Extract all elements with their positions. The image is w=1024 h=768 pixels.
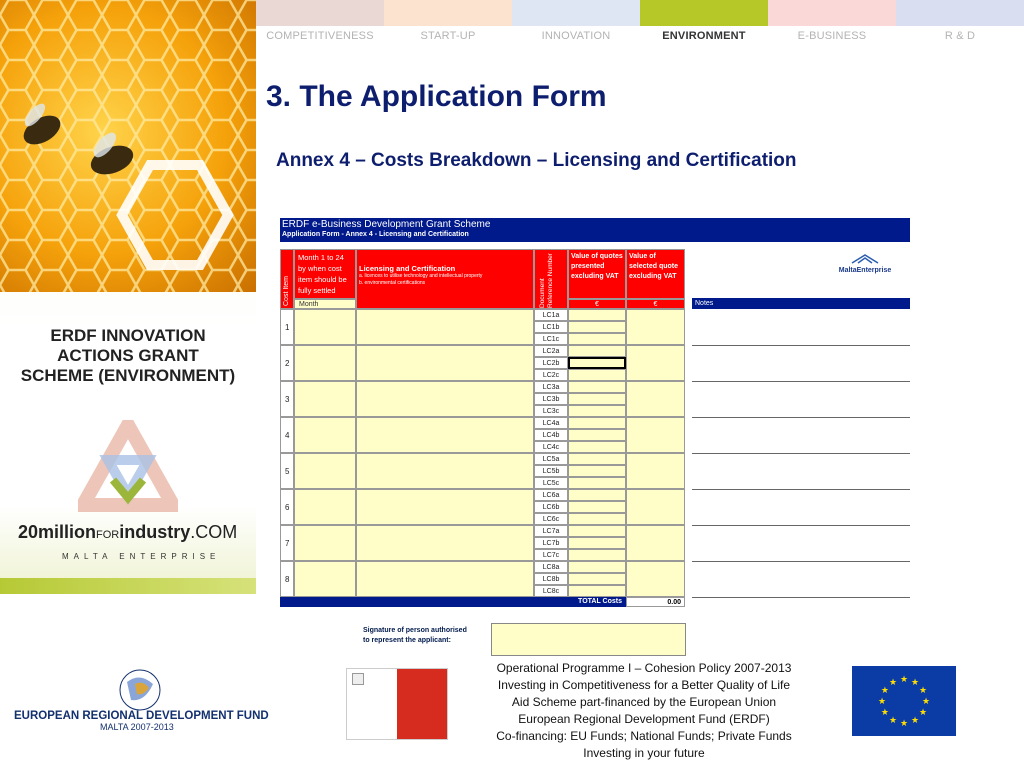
cost-item-number: 8 bbox=[280, 561, 294, 597]
month-field[interactable] bbox=[294, 561, 356, 597]
total-value-text: 0.00 bbox=[667, 599, 681, 606]
licensing-description-field[interactable] bbox=[356, 309, 534, 345]
footer-text bbox=[460, 660, 828, 762]
selected-quote-field[interactable] bbox=[626, 345, 685, 381]
eu-star-icon: ★ bbox=[899, 718, 909, 728]
notes-line[interactable] bbox=[692, 381, 910, 382]
scheme-title bbox=[0, 326, 256, 386]
eu-star-icon: ★ bbox=[910, 715, 920, 726]
licensing-description-field[interactable] bbox=[356, 345, 534, 381]
quote-value-field[interactable] bbox=[568, 525, 626, 537]
page-title: 3. The Application Form bbox=[266, 80, 607, 113]
doc-ref-label: LC8a bbox=[534, 561, 568, 573]
month-field[interactable] bbox=[294, 345, 356, 381]
cost-item-number: 3 bbox=[280, 381, 294, 417]
doc-ref-label: LC7b bbox=[534, 537, 568, 549]
eu-star-icon: ★ bbox=[910, 676, 920, 687]
quotes-header bbox=[568, 249, 626, 299]
month-field[interactable] bbox=[294, 381, 356, 417]
notes-header-label: Notes bbox=[695, 300, 714, 307]
doc-ref-header bbox=[534, 249, 568, 309]
month-field[interactable] bbox=[294, 417, 356, 453]
quote-value-field[interactable] bbox=[568, 465, 626, 477]
quote-value-field[interactable] bbox=[568, 417, 626, 429]
application-form bbox=[280, 218, 910, 606]
sidebar bbox=[0, 0, 256, 594]
cost-item-number: 2 bbox=[280, 345, 294, 381]
doc-ref-label: LC7c bbox=[534, 549, 568, 561]
signature-label bbox=[363, 626, 467, 646]
quotes-currency bbox=[568, 299, 626, 309]
licensing-description-field[interactable] bbox=[356, 453, 534, 489]
nav-item-start-up[interactable]: START-UP bbox=[420, 30, 476, 42]
quote-value-field[interactable] bbox=[568, 501, 626, 513]
quotes-header-label: Value of quotes presented excluding VAT bbox=[571, 253, 623, 280]
quotes-currency-label: € bbox=[595, 301, 599, 308]
quote-value-field[interactable] bbox=[568, 333, 626, 345]
color-strip bbox=[256, 0, 1024, 26]
doc-ref-label: LC8b bbox=[534, 573, 568, 585]
malta-flag-red bbox=[397, 669, 447, 739]
notes-line[interactable] bbox=[692, 561, 910, 562]
nav-item-innovation[interactable]: INNOVATION bbox=[541, 30, 611, 42]
eu-star-icon: ★ bbox=[921, 696, 931, 706]
selected-quote-field[interactable] bbox=[626, 489, 685, 525]
quote-value-field[interactable] bbox=[568, 393, 626, 405]
top-nav bbox=[256, 30, 1024, 50]
total-value bbox=[626, 597, 685, 607]
quote-value-field[interactable] bbox=[568, 513, 626, 525]
20million-logo bbox=[18, 522, 237, 543]
licensing-description-field[interactable] bbox=[356, 561, 534, 597]
strip-segment-2 bbox=[384, 0, 512, 26]
month-header bbox=[294, 249, 356, 299]
eu-flag bbox=[852, 666, 956, 736]
logo-text-industry: industry bbox=[119, 522, 191, 542]
form-heading-subtitle: Application Form - Annex 4 - Licensing and Certification bbox=[282, 231, 469, 238]
nav-item-r-and-d[interactable]: R & D bbox=[944, 30, 976, 42]
erdf-logo-icon bbox=[95, 662, 185, 712]
quote-value-field[interactable] bbox=[568, 453, 626, 465]
doc-ref-label: LC2c bbox=[534, 369, 568, 381]
doc-ref-label: LC1c bbox=[534, 333, 568, 345]
doc-ref-label: LC4a bbox=[534, 417, 568, 429]
form-heading bbox=[280, 218, 910, 242]
quote-value-field[interactable] bbox=[568, 441, 626, 453]
scheme-title-line-1: ERDF INNOVATION bbox=[50, 326, 206, 345]
selected-header bbox=[626, 249, 685, 299]
notes-line[interactable] bbox=[692, 417, 910, 418]
licensing-header-b: b. environmental certifications bbox=[359, 280, 426, 286]
notes-line[interactable] bbox=[692, 525, 910, 526]
eu-star-icon: ★ bbox=[888, 715, 898, 726]
malta-flag bbox=[346, 668, 448, 740]
scheme-title-line-3: SCHEME (ENVIRONMENT) bbox=[20, 366, 236, 385]
footer-line-6: Investing in your future bbox=[583, 746, 705, 760]
erdf-label: EUROPEAN REGIONAL DEVELOPMENT FUND bbox=[14, 710, 269, 722]
month-header-desc: Month 1 to 24 by when cost item should be fully settled bbox=[298, 253, 347, 295]
doc-ref-label: LC7a bbox=[534, 525, 568, 537]
quote-value-field[interactable] bbox=[568, 369, 626, 381]
cost-item-number: 5 bbox=[280, 453, 294, 489]
footer-line-3: Aid Scheme part-financed by the European Union bbox=[511, 695, 777, 709]
selected-quote-field[interactable] bbox=[626, 561, 685, 597]
selected-quote-field[interactable] bbox=[626, 525, 685, 561]
doc-ref-label: LC3b bbox=[534, 393, 568, 405]
doc-ref-label: LC2b bbox=[534, 357, 568, 369]
sidebar-green-bar bbox=[0, 578, 256, 594]
total-row bbox=[280, 597, 626, 607]
signature-label-line-1: Signature of person authorised bbox=[363, 627, 467, 634]
malta-flag-white bbox=[347, 669, 397, 739]
quote-value-field[interactable] bbox=[568, 573, 626, 585]
selected-quote-field[interactable] bbox=[626, 309, 685, 345]
scheme-title-line-2: ACTIONS GRANT bbox=[57, 346, 199, 365]
strip-segment-4 bbox=[640, 0, 768, 26]
form-heading-title: ERDF e-Business Development Grant Scheme bbox=[282, 219, 491, 230]
doc-ref-label: LC6b bbox=[534, 501, 568, 513]
malta-enterprise-logo bbox=[830, 253, 900, 274]
eu-star-icon: ★ bbox=[880, 685, 889, 695]
eu-star-icon: ★ bbox=[919, 685, 928, 695]
notes-line[interactable] bbox=[692, 489, 910, 490]
footer-line-1: Operational Programme I – Cohesion Policy 2007-2013 bbox=[496, 661, 792, 675]
doc-ref-label: LC2a bbox=[534, 345, 568, 357]
quote-value-field[interactable] bbox=[568, 561, 626, 573]
licensing-header-title: Licensing and Certification bbox=[359, 264, 456, 273]
strip-segment-5 bbox=[768, 0, 896, 26]
total-label: TOTAL Costs bbox=[578, 598, 622, 605]
malta-enterprise-label: MALTA ENTERPRISE bbox=[62, 552, 221, 561]
month-subheader bbox=[294, 299, 356, 309]
nav-item-environment[interactable]: ENVIRONMENT bbox=[662, 30, 746, 42]
footer-line-5: Co-financing: EU Funds; National Funds; Private Funds bbox=[496, 729, 792, 743]
selected-header-label: Value of selected quote excluding VAT bbox=[629, 253, 679, 280]
triangle-logo-icon bbox=[78, 420, 178, 515]
logo-text-com: .COM bbox=[190, 522, 238, 542]
selected-currency bbox=[626, 299, 685, 309]
cost-item-number: 7 bbox=[280, 525, 294, 561]
strip-segment-1 bbox=[256, 0, 384, 26]
notes-header bbox=[692, 298, 910, 309]
selected-quote-field[interactable] bbox=[626, 381, 685, 417]
quote-value-field[interactable] bbox=[568, 489, 626, 501]
eu-star-icon: ★ bbox=[880, 707, 889, 717]
logo-text-for: FOR bbox=[96, 529, 120, 541]
signature-field[interactable] bbox=[491, 623, 686, 656]
cost-item-number: 1 bbox=[280, 309, 294, 345]
eu-star-icon: ★ bbox=[919, 707, 928, 717]
cost-item-header bbox=[280, 249, 294, 309]
licensing-header-a: a. licences to utilise technology and intellectual property bbox=[359, 273, 483, 279]
cost-item-header-label: Cost Item bbox=[283, 276, 290, 306]
doc-ref-label: LC5c bbox=[534, 477, 568, 489]
doc-ref-label: LC6c bbox=[534, 513, 568, 525]
doc-ref-label: LC1a bbox=[534, 309, 568, 321]
licensing-description-field[interactable] bbox=[356, 489, 534, 525]
page-subtitle: Annex 4 – Costs Breakdown – Licensing and Certification bbox=[276, 150, 797, 171]
month-field[interactable] bbox=[294, 525, 356, 561]
logo-text-20million: 20million bbox=[18, 522, 97, 542]
footer-line-4: European Regional Development Fund (ERDF) bbox=[518, 712, 770, 726]
selected-currency-label: € bbox=[653, 301, 658, 308]
eu-star-icon: ★ bbox=[877, 696, 887, 706]
malta-enterprise-wing-icon bbox=[850, 253, 880, 265]
malta-enterprise-logo-label: MaltaEnterprise bbox=[838, 267, 892, 274]
doc-ref-label: LC4b bbox=[534, 429, 568, 441]
doc-ref-label: LC5b bbox=[534, 465, 568, 477]
quote-value-field[interactable] bbox=[568, 585, 626, 597]
notes-line[interactable] bbox=[692, 597, 910, 598]
george-cross-icon bbox=[352, 673, 364, 685]
selected-quote-field[interactable] bbox=[626, 417, 685, 453]
month-field[interactable] bbox=[294, 309, 356, 345]
quote-value-field[interactable] bbox=[568, 345, 626, 357]
month-field[interactable] bbox=[294, 453, 356, 489]
footer-line-2: Investing in Competitiveness for a Better Quality of Life bbox=[497, 678, 791, 692]
quote-value-field[interactable] bbox=[568, 321, 626, 333]
notes-line[interactable] bbox=[692, 453, 910, 454]
quote-value-field[interactable] bbox=[568, 477, 626, 489]
cost-item-number: 6 bbox=[280, 489, 294, 525]
quote-value-field[interactable] bbox=[568, 429, 626, 441]
nav-item-e-business[interactable]: E-BUSINESS bbox=[797, 30, 867, 42]
honeycomb-image bbox=[0, 0, 256, 292]
strip-segment-3 bbox=[512, 0, 640, 26]
nav-item-competitiveness[interactable]: COMPETITIVENESS bbox=[266, 30, 374, 42]
signature-label-line-2: to represent the applicant: bbox=[363, 637, 451, 644]
quote-value-field[interactable] bbox=[568, 549, 626, 561]
eu-stars-icon bbox=[852, 666, 956, 736]
month-subheader-label: Month bbox=[299, 301, 319, 308]
eu-star-icon: ★ bbox=[899, 674, 909, 684]
licensing-header bbox=[356, 249, 534, 309]
cost-item-number: 4 bbox=[280, 417, 294, 453]
doc-ref-label: LC3c bbox=[534, 405, 568, 417]
doc-ref-label: LC8c bbox=[534, 585, 568, 597]
doc-ref-label: LC3a bbox=[534, 381, 568, 393]
licensing-description-field[interactable] bbox=[356, 417, 534, 453]
quote-value-field[interactable] bbox=[568, 537, 626, 549]
doc-ref-label: LC1b bbox=[534, 321, 568, 333]
quote-value-field[interactable] bbox=[568, 405, 626, 417]
month-field[interactable] bbox=[294, 489, 356, 525]
malta-period-label: MALTA 2007-2013 bbox=[100, 722, 174, 732]
notes-line[interactable] bbox=[692, 345, 910, 346]
eu-star-icon: ★ bbox=[888, 676, 898, 687]
honeycomb-pattern bbox=[0, 0, 256, 292]
doc-ref-label: LC6a bbox=[534, 489, 568, 501]
quote-value-field[interactable] bbox=[568, 309, 626, 321]
licensing-description-field[interactable] bbox=[356, 381, 534, 417]
quote-value-field[interactable] bbox=[568, 381, 626, 393]
doc-ref-label: LC4c bbox=[534, 441, 568, 453]
doc-ref-label: LC5a bbox=[534, 453, 568, 465]
licensing-description-field[interactable] bbox=[356, 525, 534, 561]
selected-quote-field[interactable] bbox=[626, 453, 685, 489]
doc-ref-header-label: Document Reference Number bbox=[539, 253, 554, 308]
strip-segment-6 bbox=[896, 0, 1024, 26]
quote-value-field[interactable] bbox=[568, 357, 626, 369]
